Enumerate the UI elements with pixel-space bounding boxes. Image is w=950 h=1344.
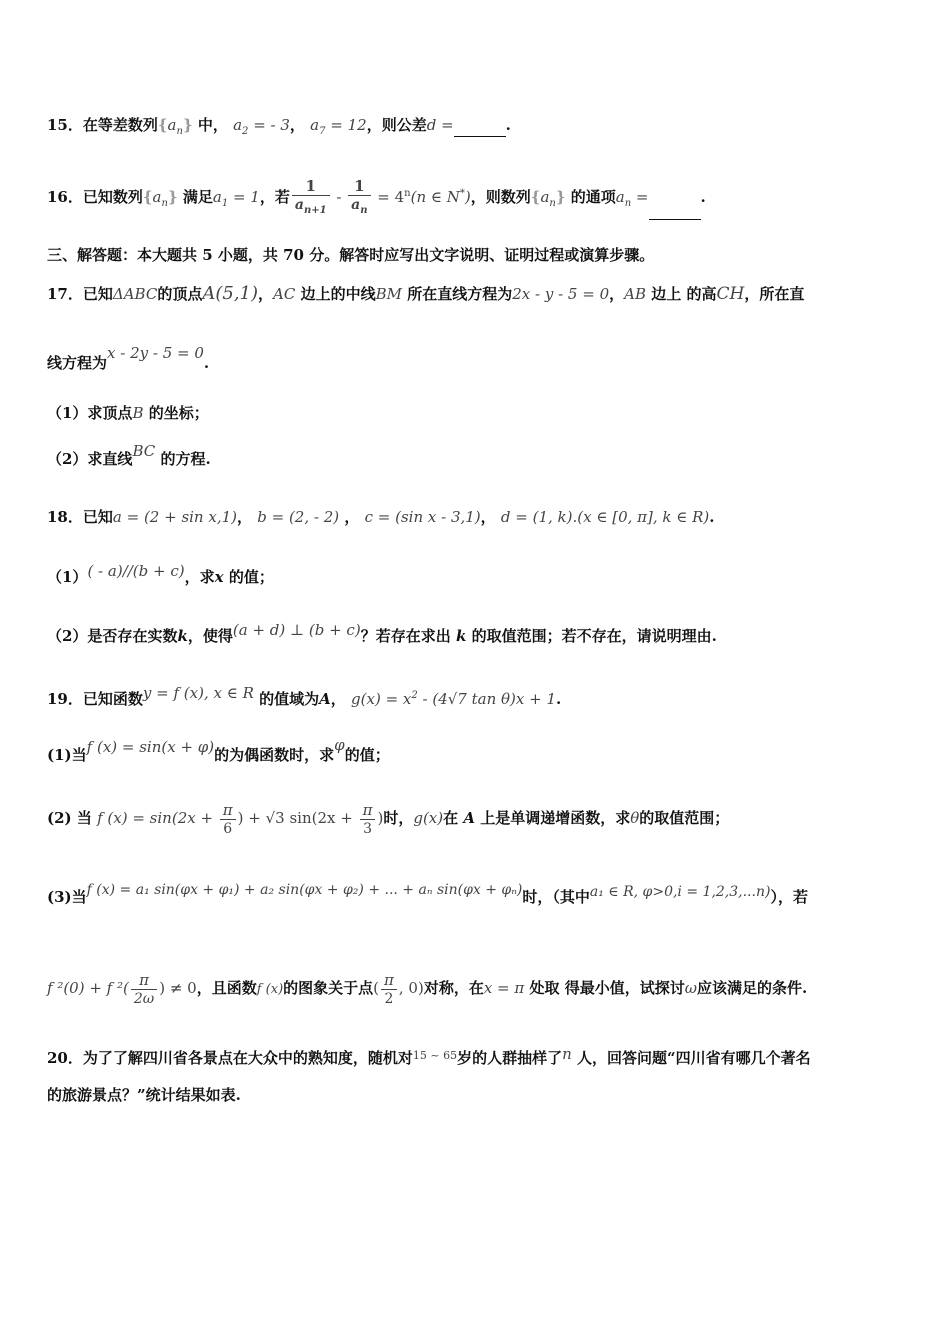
q19-p2-g: g(x) — [413, 809, 444, 827]
q18-vec-d: d = (1, k) — [500, 508, 573, 526]
question-19-part-3: (3)当f (x) = a₁ sin(φx + φ₁) + a₂ sin(φx + φ₂) + ... + aₙ sin(φx + φₙ)时，（其中a₁ ∈ R, φ>0,i = 1,2,3,...n)），若 — [47, 882, 808, 906]
q17-point-b: B — [132, 404, 144, 422]
question-19-part-3-cont: f ²(0) + f ²( $\frac{\pi}{2\omega}$ ) ≠ 0，且函数f (x)的图象关于点( $\frac{\pi}{2}$ , 0)对称，在x = π 处取 得最小值，试探讨ω应该满足的条件. — [47, 970, 808, 1007]
q19-phi: φ — [334, 736, 345, 754]
question-17-part-1: （1）求顶点B 的坐标； — [47, 404, 209, 422]
q16-answer-blank[interactable] — [649, 175, 701, 220]
q17-bm: BM — [375, 285, 402, 303]
q19-p4-expr: f ²(0) + f ²( $\frac{\pi}{2\omega}$ ) ≠ 0 — [47, 970, 197, 1007]
q16-eq: = $4^n(n$ ∈ N*) — [372, 188, 471, 206]
q18-number: 18． — [47, 508, 83, 526]
q15-text: 中， — [197, 116, 228, 134]
q18-p1-expr: ( - a)//(b + c) — [87, 562, 185, 580]
question-18-part-2: （2）是否存在实数k，使得(a + d) ⊥ (b + c)？若存在求出 k 的取值范围；若不存在，请说明理由. — [47, 621, 717, 645]
q16-frac-2: $\frac{1}{a_n}$ — [348, 177, 370, 220]
question-17-line-1: 17．已知ΔABC的顶点A(5,1)，AC 边上的中线BM 所在直线方程为2x - y - 5 = 0，AB 边上 的高CH，所在直 — [47, 283, 805, 304]
q17-point-a: A(5,1) — [202, 283, 259, 304]
q19-p2-f: f (x) = sin(2x + $\frac{\pi}{6}$ ) + √3 sin(2x + $\frac{\pi}{3}$ ) — [97, 800, 384, 837]
q17-triangle: ΔABC — [112, 285, 158, 303]
q17-ac: AC — [273, 285, 296, 303]
question-17-line-2: 线方程为x - 2y - 5 = 0. — [47, 344, 210, 372]
q16-frac-1: $\frac{1}{a_{n+1}}$ — [292, 177, 330, 220]
q18-vec-c: c = (sin x - 3,1) — [364, 508, 481, 526]
q19-p1-f: f (x) = sin(x + φ) — [86, 738, 215, 756]
q17-ab: AB — [624, 285, 647, 303]
q15-eq2: $a_7 = 12$ — [310, 116, 367, 137]
q16-text: 满足 — [182, 188, 213, 206]
q19-p3-cond: a₁ ∈ R, φ>0,i = 1,2,3,...n) — [589, 884, 771, 900]
q20-range: 15 ~ 65 — [412, 1049, 458, 1062]
q17-eq2: x - 2y - 5 = 0 — [107, 344, 204, 362]
q15-number: 15． — [47, 116, 83, 134]
q15-d: d = — [426, 116, 454, 134]
q18-cond: .(x ∈ [0, π], k ∈ R) — [572, 508, 710, 526]
q16-seq: $a_n$ — [152, 188, 168, 209]
q16-an: $a_n$ = — [615, 188, 649, 209]
q16-init: $a_1 = 1$ — [212, 188, 260, 209]
q15-answer-blank[interactable] — [454, 114, 506, 137]
q18-vec-a: a = (2 + sin x,1) — [112, 508, 237, 526]
q16-text: 的通项 — [570, 188, 616, 206]
question-20-line-2: 的旅游景点？”统计结果如表. — [47, 1086, 241, 1104]
q19-p4-point: ( $\frac{\pi}{2}$ , 0) — [373, 970, 424, 1007]
q16-text: 已知数列 — [82, 188, 143, 206]
q19-number: 19． — [47, 690, 83, 708]
q17-eq1: 2x - y - 5 = 0 — [512, 285, 610, 303]
q15-text: ，则公差 — [366, 116, 427, 134]
question-19-part-2: (2) 当 f (x) = sin(2x + $\frac{\pi}{6}$ ) + √3 sin(2x + $\frac{\pi}{3}$ )时，g(x)在 A 上是单调递增函数，求θ的取值范围； — [47, 800, 730, 837]
q15-eq1: $a_2$ = - 3 — [233, 116, 290, 137]
q20-number: 20． — [47, 1049, 83, 1067]
question-19-part-1: (1)当f (x) = sin(x + φ)的为偶函数时，求φ的值； — [47, 736, 390, 764]
q15-text: 在等差数列 — [82, 116, 158, 134]
question-18: 18．已知a = (2 + sin x,1)， b = (2, - 2) ， c = (sin x - 3,1)， d = (1, k).(x ∈ [0, π], k ∈ R). — [47, 508, 715, 526]
q17-number: 17． — [47, 285, 83, 303]
question-20-line-1: 20．为了了解四川省各景点在大众中的熟知度，随机对$^{15 \sim 65}$岁的人群抽样了n 人，回答问题“四川省有哪几个著名 — [47, 1045, 811, 1067]
q16-text: ，若 — [259, 188, 290, 206]
q16-number: 16． — [47, 188, 83, 206]
question-17-part-2: （2）求直线BC 的方程. — [47, 442, 211, 468]
section-3-heading: 三、解答题：本大题共 5 小题，共 70 分。解答时应写出文字说明、证明过程或演算步骤。 — [47, 246, 655, 264]
q18-vec-b: b = (2, - 2) — [257, 508, 340, 526]
question-19: 19．已知函数y = f (x), x ∈ R 的值域为A， $g(x) = x^2 - (4√7$ tan θ)x + 1. — [47, 684, 562, 708]
q17-ch: CH — [716, 284, 745, 304]
question-18-part-1: （1）( - a)//(b + c)，求x 的值； — [47, 562, 274, 586]
q17-bc: BC — [132, 442, 156, 460]
q16-text: ，则数列 — [470, 188, 531, 206]
q18-p2-expr: (a + d) ⊥ (b + c) — [232, 621, 361, 639]
q19-gx: $g(x) = x^2 - (4√7$ tan θ)x + 1 — [351, 690, 557, 708]
question-15: 15．在等差数列$\{a_n\}$ 中， $a_2$ = - 3， $a_7 = 12$，则公差d = . — [47, 116, 511, 137]
q19-fx: y = f (x), x ∈ R — [142, 684, 254, 702]
question-16: 16．已知数列$\{a_n\}$ 满足$a_1 = 1$，若 $\frac{1}{a_{n+1}}$ - $\frac{1}{a_n}$ = $4^n(n$ ∈ N*)，则数列$\{a_n\}$ 的通项$a_n$ = . — [47, 172, 706, 226]
q15-seq: $a_n$ — [167, 116, 183, 137]
q19-p3-f: f (x) = a₁ sin(φx + φ₁) + a₂ sin(φx + φ₂) + ... + aₙ sin(φx + φₙ) — [86, 882, 523, 898]
